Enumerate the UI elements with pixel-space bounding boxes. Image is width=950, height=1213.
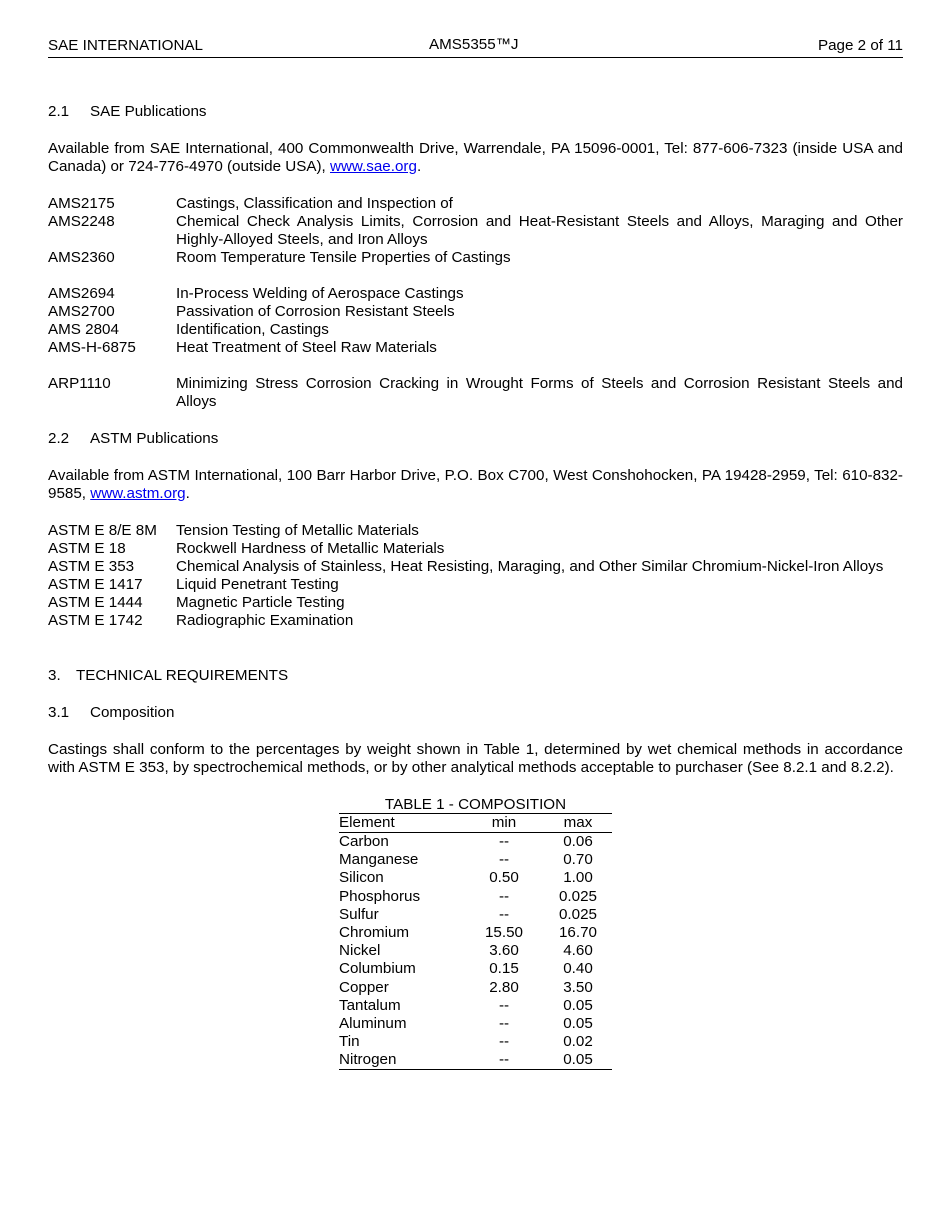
- header-document-number: AMS5355™J: [429, 36, 519, 53]
- table-row: [339, 924, 612, 942]
- reference-title: Radiographic Examination: [176, 612, 354, 629]
- cell-min: --: [498, 996, 510, 1014]
- reference-item: [48, 522, 903, 540]
- table-row: [339, 906, 612, 924]
- sae-website-link[interactable]: www.sae.org: [329, 158, 417, 175]
- period: .: [416, 158, 422, 175]
- table-row: [339, 888, 612, 906]
- reference-title: Chemical Analysis of Stainless, Heat Resisting, Maraging, and Other Similar Chromium-Nickel-Iron Alloys: [176, 558, 884, 575]
- section-number: 2.2: [48, 430, 70, 447]
- section-3-1-heading: [48, 704, 903, 722]
- astm-availability-paragraph: [48, 467, 903, 503]
- cell-max: 4.60: [563, 942, 593, 960]
- astm-reference-list: [48, 522, 903, 630]
- sae-reference-list-3: [48, 375, 903, 411]
- document-page: [48, 36, 903, 1069]
- table-body: [339, 833, 612, 1070]
- section-title: Composition: [90, 704, 175, 721]
- cell-max: 0.05: [563, 996, 593, 1014]
- cell-max: 0.025: [558, 905, 597, 923]
- cell-max: 3.50: [563, 978, 593, 996]
- cell-min: --: [498, 851, 510, 869]
- reference-item: [48, 321, 903, 339]
- cell-min: 0.50: [489, 869, 519, 887]
- table-row: [339, 997, 612, 1015]
- cell-element: Silicon: [339, 869, 384, 887]
- cell-element: Nitrogen: [339, 1051, 397, 1069]
- section-3-heading: [48, 667, 903, 685]
- cell-min: --: [498, 887, 510, 905]
- reference-code: ASTM E 18: [48, 540, 126, 557]
- reference-code: AMS-H-6875: [48, 339, 136, 356]
- reference-title: Identification, Castings: [176, 321, 329, 338]
- section-number: 3.1: [48, 704, 70, 721]
- cell-element: Copper: [339, 978, 389, 996]
- section-title: SAE Publications: [90, 103, 207, 120]
- reference-item: [48, 249, 903, 267]
- reference-item: [48, 213, 903, 249]
- reference-code: AMS2248: [48, 213, 115, 230]
- section-title: ASTM Publications: [90, 430, 219, 447]
- reference-title: Tension Testing of Metallic Materials: [176, 522, 419, 539]
- table-row: [339, 869, 612, 887]
- table-row: [339, 851, 612, 869]
- reference-title: Passivation of Corrosion Resistant Steels: [176, 303, 455, 320]
- cell-max: 16.70: [558, 923, 597, 941]
- reference-code: AMS2175: [48, 195, 115, 212]
- cell-min: 2.80: [489, 978, 519, 996]
- cell-element: Aluminum: [339, 1014, 407, 1032]
- cell-min: 15.50: [484, 923, 523, 941]
- cell-element: Tantalum: [339, 996, 401, 1014]
- reference-title: In-Process Welding of Aerospace Castings: [176, 285, 464, 302]
- reference-title: Magnetic Particle Testing: [176, 594, 345, 611]
- table-row: [339, 960, 612, 978]
- cell-element: Manganese: [339, 851, 419, 869]
- sae-availability-paragraph: [48, 140, 903, 176]
- reference-code: ASTM E 8/E 8M: [48, 522, 157, 539]
- cell-min: --: [498, 1033, 510, 1051]
- cell-element: Nickel: [339, 942, 381, 960]
- header-page-number: Page 2 of 11: [817, 37, 903, 54]
- reference-code: ARP1110: [48, 375, 111, 392]
- cell-max: 0.05: [563, 1051, 593, 1069]
- header-publisher: SAE INTERNATIONAL: [48, 37, 203, 54]
- page-header: [48, 36, 903, 58]
- reference-code: ASTM E 1444: [48, 594, 143, 611]
- cell-max: 0.40: [563, 960, 593, 978]
- astm-website-link[interactable]: www.astm.org: [90, 485, 186, 502]
- cell-max: 0.06: [563, 833, 593, 850]
- table-caption: TABLE 1 - COMPOSITION: [339, 796, 612, 814]
- reference-item: [48, 195, 903, 213]
- reference-title: Heat Treatment of Steel Raw Materials: [176, 339, 437, 356]
- reference-item: [48, 576, 903, 594]
- cell-element: Sulfur: [339, 905, 379, 923]
- reference-code: AMS2694: [48, 285, 115, 302]
- section-number: 2.1: [48, 103, 70, 120]
- section-title: TECHNICAL REQUIREMENTS: [76, 667, 289, 684]
- sae-reference-list-1: [48, 195, 903, 267]
- table-row: [339, 833, 612, 851]
- reference-code: AMS 2804: [48, 321, 119, 338]
- cell-min: --: [498, 905, 510, 923]
- reference-code: ASTM E 1417: [48, 576, 143, 593]
- period: .: [185, 485, 190, 502]
- reference-item: [48, 612, 903, 630]
- cell-element: Carbon: [339, 833, 389, 850]
- reference-code: AMS2700: [48, 303, 115, 320]
- cell-min: 3.60: [489, 942, 519, 960]
- reference-title: Room Temperature Tensile Properties of Castings: [176, 249, 511, 266]
- reference-title: Minimizing Stress Corrosion Cracking in Wrought Forms of Steels and Corrosion Resistant Steels and Alloys: [176, 375, 903, 410]
- cell-min: --: [498, 1051, 510, 1069]
- cell-max: 0.02: [563, 1033, 593, 1051]
- table-header-row: [339, 814, 612, 833]
- reference-code: AMS2360: [48, 249, 115, 266]
- cell-element: Columbium: [339, 960, 416, 978]
- header-max: max: [563, 814, 593, 831]
- cell-max: 0.70: [563, 851, 593, 869]
- reference-title: Chemical Check Analysis Limits, Corrosion and Heat-Resistant Steels and Alloys, Maraging and Other Highly-Alloyed Steels, and Iron Alloys: [176, 213, 903, 248]
- cell-max: 0.025: [558, 887, 597, 905]
- sae-availability-text: Available from SAE International, 400 Commonwealth Drive, Warrendale, PA 15096-0001, Tel: 877-606-7323 (inside USA and Canada) or 724-776-4970 (outside USA),: [48, 140, 903, 175]
- cell-element: Tin: [339, 1033, 360, 1051]
- reference-code: ASTM E 1742: [48, 612, 143, 629]
- section-2-2-heading: [48, 430, 903, 448]
- reference-item: [48, 303, 903, 321]
- table-row: [339, 942, 612, 960]
- cell-max: 0.05: [563, 1014, 593, 1032]
- table-row: [339, 1015, 612, 1033]
- reference-item: [48, 375, 903, 411]
- cell-element: Phosphorus: [339, 887, 421, 905]
- reference-item: [48, 285, 903, 303]
- table-row: [339, 979, 612, 997]
- section-2-1-heading: [48, 103, 903, 121]
- reference-code: ASTM E 353: [48, 558, 135, 575]
- reference-title: Rockwell Hardness of Metallic Materials: [176, 540, 445, 557]
- composition-paragraph: Castings shall conform to the percentages by weight shown in Table 1, determined by wet chemical methods in accordance with ASTM E 353, by spectrochemical methods, or by other analytical methods acceptable to purchaser (See 8.2.1 and 8.2.2).: [48, 741, 903, 776]
- reference-title: Castings, Classification and Inspection of: [176, 195, 453, 212]
- header-min: min: [491, 814, 517, 831]
- astm-availability-text: Available from ASTM International, 100 Barr Harbor Drive, P.O. Box C700, West Conshohocken, PA 19428-2959, Tel: 610-832-9585,: [48, 467, 903, 502]
- header-element: Element: [339, 814, 395, 831]
- cell-max: 1.00: [563, 869, 593, 887]
- cell-min: 0.15: [489, 960, 519, 978]
- table-row: [339, 1051, 612, 1070]
- reference-item: [48, 540, 903, 558]
- cell-min: --: [498, 1014, 510, 1032]
- section-number: 3.: [48, 667, 61, 684]
- reference-title: Liquid Penetrant Testing: [176, 576, 339, 593]
- cell-min: --: [498, 833, 510, 850]
- composition-table: [339, 796, 612, 1070]
- reference-item: [48, 339, 903, 357]
- sae-reference-list-2: [48, 285, 903, 357]
- reference-item: [48, 558, 903, 576]
- reference-item: [48, 594, 903, 612]
- cell-element: Chromium: [339, 923, 410, 941]
- table-row: [339, 1033, 612, 1051]
